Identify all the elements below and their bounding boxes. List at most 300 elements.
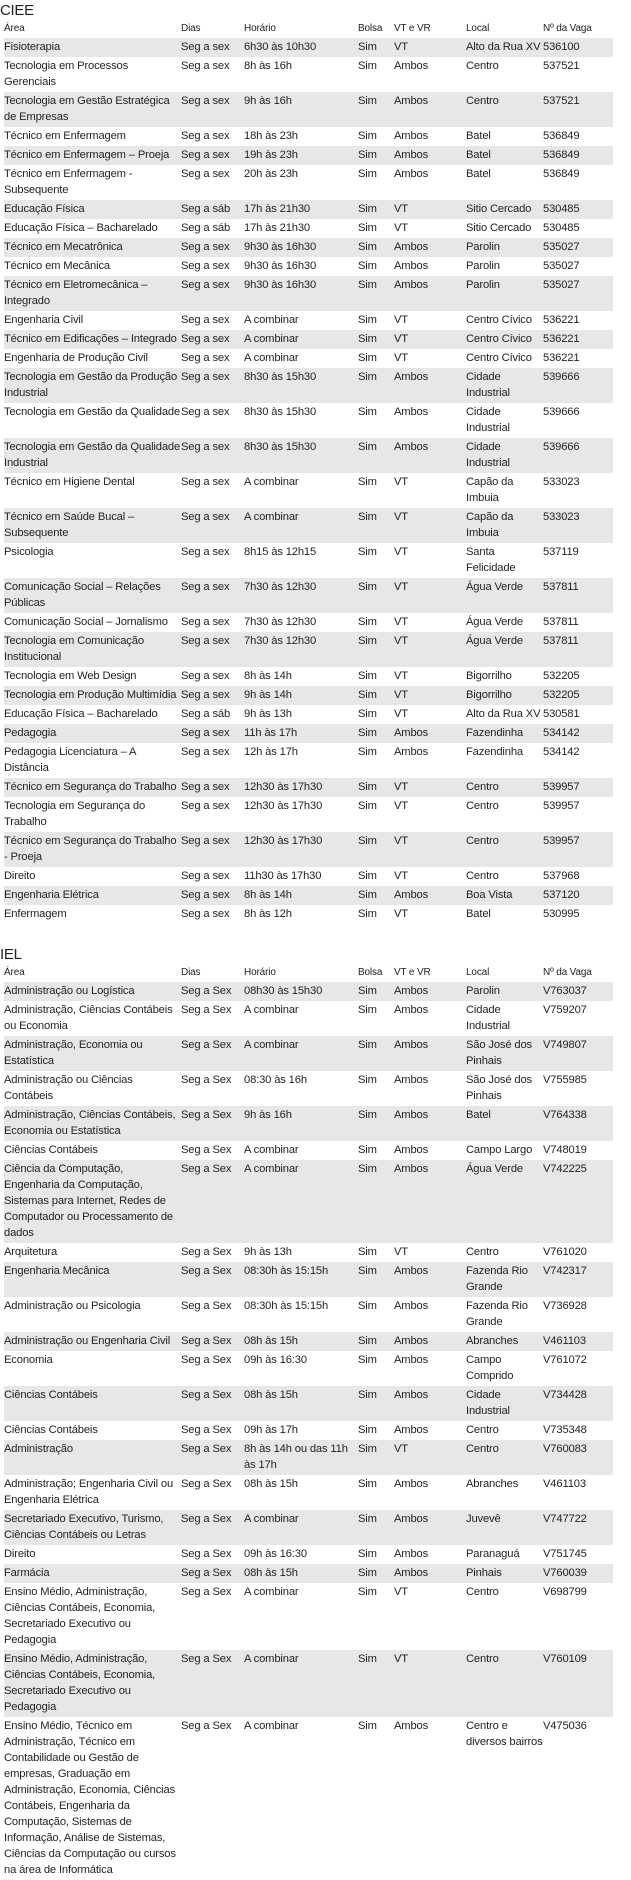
col-header-bolsa: Bolsa [358,967,383,978]
cell-dias: Seg a Sex [181,1036,244,1071]
cell-bolsa: Sim [358,438,394,473]
cell-vt: Ambos [394,1564,466,1583]
cell-bolsa: Sim [358,867,394,886]
table-row [4,57,613,92]
cell-horario: A combinar [244,1036,358,1071]
cell-vaga: 539666 [543,438,613,473]
col-header-area: Área [4,23,25,34]
cell-bolsa: Sim [358,276,394,311]
cell-vt: Ambos [394,1332,466,1351]
cell-dias: Seg a Sex [181,1421,244,1440]
table-row [4,219,613,238]
cell-area: Fisioterapia [4,38,181,57]
cell-local: Campo Largo [466,1141,543,1160]
cell-dias: Seg a sex [181,886,244,905]
cell-horario: A combinar [244,1141,358,1160]
col-header-dias: Dias [181,23,201,34]
cell-horario: 08:30h às 15:15h [244,1297,358,1332]
cell-bolsa: Sim [358,219,394,238]
table-row [4,867,613,886]
cell-vaga: 537811 [543,613,613,632]
cell-area: Direito [4,1545,181,1564]
cell-local: Juvevê [466,1510,543,1545]
table-row [4,886,613,905]
cell-vaga: 533023 [543,473,613,508]
cell-area: Técnico em Segurança do Trabalho - Proeja [4,832,181,867]
cell-vaga: V761020 [543,1243,613,1262]
table-row [4,146,613,165]
cell-horario: A combinar [244,1160,358,1243]
cell-vaga: 539666 [543,368,613,403]
cell-area: Administração ou Logística [4,982,181,1001]
cell-area: Técnico em Enfermagem – Proeja [4,146,181,165]
cell-local: Capão da Imbuia [466,473,543,508]
cell-area: Administração ou Engenharia Civil [4,1332,181,1351]
cell-bolsa: Sim [358,368,394,403]
cell-area: Tecnologia em Web Design [4,667,181,686]
cell-dias: Seg a Sex [181,1160,244,1243]
cell-area: Secretariado Executivo, Turismo, Ciências Contábeis ou Letras [4,1510,181,1545]
cell-dias: Seg a sex [181,508,244,543]
cell-dias: Seg a Sex [181,1717,244,1880]
cell-area: Administração [4,1440,181,1475]
cell-vt: VT [394,200,466,219]
cell-dias: Seg a sex [181,403,244,438]
table-row [4,276,613,311]
cell-vaga: V747722 [543,1510,613,1545]
table-row [4,1421,613,1440]
cell-horario: 20h às 23h [244,165,358,200]
table-row [4,238,613,257]
cell-area: Psicologia [4,543,181,578]
cell-vaga: V742225 [543,1160,613,1243]
cell-horario: 8h às 14h [244,667,358,686]
cell-horario: A combinar [244,473,358,508]
cell-area: Tecnologia em Gestão da Produção Industrial [4,368,181,403]
cell-vt: VT [394,330,466,349]
cell-horario: 8h às 14h [244,886,358,905]
cell-local: Fazenda Rio Grande [466,1297,543,1332]
cell-bolsa: Sim [358,578,394,613]
cell-vt: VT [394,578,466,613]
cell-vaga: 537119 [543,543,613,578]
cell-area: Técnico em Higiene Dental [4,473,181,508]
cell-local: Parolin [466,276,543,311]
cell-horario: 8h às 14h ou das 11h às 17h [244,1440,358,1475]
cell-horario: 09h às 16:30 [244,1545,358,1564]
cell-horario: 19h às 23h [244,146,358,165]
cell-area: Técnico em Mecatrônica [4,238,181,257]
cell-vaga: V760039 [543,1564,613,1583]
cell-area: Tecnologia em Comunicação Institucional [4,632,181,667]
cell-dias: Seg a Sex [181,1440,244,1475]
table-row [4,1243,613,1262]
cell-vaga: V461103 [543,1475,613,1510]
cell-bolsa: Sim [358,1001,394,1036]
cell-vaga: 536849 [543,146,613,165]
cell-vt: Ambos [394,743,466,778]
cell-area: Educação Física – Bacharelado [4,705,181,724]
table-row [4,92,613,127]
cell-vt: Ambos [394,982,466,1001]
cell-area: Arquitetura [4,1243,181,1262]
cell-area: Técnico em Edificações – Integrado [4,330,181,349]
cell-vaga: 537811 [543,632,613,667]
cell-horario: 11h30 às 17h30 [244,867,358,886]
cell-local: Abranches [466,1332,543,1351]
cell-bolsa: Sim [358,127,394,146]
cell-vt: Ambos [394,1036,466,1071]
cell-horario: 9h às 13h [244,705,358,724]
cell-local: Água Verde [466,578,543,613]
cell-dias: Seg a sáb [181,219,244,238]
ciee-table [4,20,613,924]
table-row [4,1160,613,1243]
table-row [4,543,613,578]
table-row [4,330,613,349]
cell-vt: Ambos [394,1717,466,1880]
cell-vt: Ambos [394,368,466,403]
cell-local: Centro e diversos bairros [466,1717,543,1880]
cell-vaga: 537811 [543,578,613,613]
cell-area: Economia [4,1351,181,1386]
cell-horario: A combinar [244,1510,358,1545]
cell-local: Centro [466,832,543,867]
cell-dias: Seg a sex [181,438,244,473]
cell-bolsa: Sim [358,1650,394,1717]
cell-vt: Ambos [394,886,466,905]
cell-bolsa: Sim [358,92,394,127]
cell-horario: 9h30 às 16h30 [244,276,358,311]
table-row [4,578,613,613]
cell-local: Centro Cívico [466,311,543,330]
cell-horario: 9h às 16h [244,1106,358,1141]
cell-dias: Seg a sex [181,57,244,92]
cell-bolsa: Sim [358,238,394,257]
cell-area: Administração, Economia ou Estatística [4,1036,181,1071]
cell-vaga: V735348 [543,1421,613,1440]
cell-local: Campo Comprido [466,1351,543,1386]
cell-horario: 17h às 21h30 [244,200,358,219]
cell-vaga: 539666 [543,403,613,438]
cell-vt: Ambos [394,165,466,200]
cell-local: Cidade Industrial [466,368,543,403]
cell-horario: 08h às 15h [244,1386,358,1421]
cell-dias: Seg a sex [181,797,244,832]
cell-area: Ciência da Computação, Engenharia da Computação, Sistemas para Internet, Redes de Computador ou Processamento de dados [4,1160,181,1243]
table-row [4,1650,613,1717]
table-row [4,686,613,705]
cell-area: Engenharia Elétrica [4,886,181,905]
table-row [4,38,613,57]
cell-area: Administração; Engenharia Civil ou Engenharia Elétrica [4,1475,181,1510]
cell-vt: Ambos [394,276,466,311]
table-row [4,1297,613,1332]
cell-horario: 8h30 às 15h30 [244,438,358,473]
cell-dias: Seg a Sex [181,1510,244,1545]
table-row [4,257,613,276]
cell-vt: VT [394,219,466,238]
cell-vt: VT [394,349,466,368]
cell-horario: 7h30 às 12h30 [244,632,358,667]
table-row [4,1351,613,1386]
cell-vt: Ambos [394,1351,466,1386]
cell-local: Alto da Rua XV [466,705,543,724]
table-row [4,1440,613,1475]
cell-dias: Seg a sex [181,686,244,705]
table-row [4,349,613,368]
cell-vaga: 535027 [543,276,613,311]
cell-vt: Ambos [394,92,466,127]
cell-horario: 9h às 14h [244,686,358,705]
cell-vt: VT [394,1243,466,1262]
cell-local: Centro [466,1650,543,1717]
cell-vaga: 532205 [543,667,613,686]
cell-vaga: V760109 [543,1650,613,1717]
table-row [4,1564,613,1583]
cell-dias: Seg a Sex [181,1650,244,1717]
cell-vt: Ambos [394,1262,466,1297]
table-row [4,1510,613,1545]
table-row [4,403,613,438]
cell-area: Ensino Médio, Administração, Ciências Contábeis, Economia, Secretariado Executivo ou Pedagogia [4,1583,181,1650]
cell-horario: 18h às 23h [244,127,358,146]
cell-vaga: V461103 [543,1332,613,1351]
cell-vt: Ambos [394,1386,466,1421]
cell-vt: Ambos [394,1475,466,1510]
cell-dias: Seg a sex [181,38,244,57]
cell-horario: 12h30 às 17h30 [244,778,358,797]
cell-local: Centro Cívico [466,349,543,368]
cell-vt: Ambos [394,1141,466,1160]
cell-vt: VT [394,311,466,330]
cell-vt: VT [394,613,466,632]
cell-area: Técnico em Segurança do Trabalho [4,778,181,797]
cell-bolsa: Sim [358,1717,394,1880]
cell-bolsa: Sim [358,1297,394,1332]
cell-vt: VT [394,38,466,57]
table-row [4,1071,613,1106]
table-row [4,797,613,832]
cell-vt: Ambos [394,146,466,165]
cell-dias: Seg a Sex [181,1071,244,1106]
cell-local: Fazendinha [466,743,543,778]
cell-dias: Seg a Sex [181,1564,244,1583]
cell-horario: 7h30 às 12h30 [244,578,358,613]
cell-area: Administração ou Psicologia [4,1297,181,1332]
cell-local: Centro [466,57,543,92]
cell-dias: Seg a sáb [181,200,244,219]
cell-vt: VT [394,1440,466,1475]
table-row [4,473,613,508]
cell-dias: Seg a Sex [181,1583,244,1650]
cell-dias: Seg a sex [181,905,244,924]
col-header-vt: VT e VR [394,967,431,978]
cell-local: Centro [466,1421,543,1440]
cell-local: Bigorrilho [466,686,543,705]
cell-bolsa: Sim [358,1510,394,1545]
cell-dias: Seg a sex [181,632,244,667]
table-row [4,613,613,632]
cell-dias: Seg a sex [181,578,244,613]
cell-area: Técnico em Mecânica [4,257,181,276]
table-row [4,311,613,330]
cell-area: Técnico em Eletromecânica – Integrado [4,276,181,311]
cell-dias: Seg a Sex [181,1262,244,1297]
cell-local: Cidade Industrial [466,1001,543,1036]
table-row [4,1262,613,1297]
ciee-title: CIEE [0,2,34,19]
cell-dias: Seg a sex [181,276,244,311]
cell-vt: VT [394,632,466,667]
table-row [4,368,613,403]
cell-bolsa: Sim [358,982,394,1001]
cell-dias: Seg a sex [181,349,244,368]
table-row [4,508,613,543]
cell-horario: A combinar [244,311,358,330]
cell-dias: Seg a Sex [181,1243,244,1262]
cell-bolsa: Sim [358,1036,394,1071]
cell-vaga: V751745 [543,1545,613,1564]
cell-vt: VT [394,473,466,508]
cell-dias: Seg a Sex [181,1297,244,1332]
table-row [4,632,613,667]
cell-bolsa: Sim [358,1386,394,1421]
cell-vt: VT [394,797,466,832]
cell-vt: Ambos [394,1106,466,1141]
cell-vt: VT [394,1650,466,1717]
cell-vaga: 537521 [543,92,613,127]
col-header-local: Local [466,967,490,978]
col-header-horario: Horário [244,23,276,34]
cell-vaga: 533023 [543,508,613,543]
cell-bolsa: Sim [358,1332,394,1351]
table-row [4,1141,613,1160]
cell-dias: Seg a Sex [181,1351,244,1386]
cell-vaga: 536849 [543,127,613,146]
cell-bolsa: Sim [358,311,394,330]
table-row [4,127,613,146]
cell-vt: Ambos [394,1510,466,1545]
cell-horario: 12h30 às 17h30 [244,797,358,832]
cell-bolsa: Sim [358,330,394,349]
cell-bolsa: Sim [358,613,394,632]
table-row [4,1717,613,1880]
cell-horario: 09h às 16:30 [244,1351,358,1386]
iel-rows [4,982,613,1880]
cell-horario: 8h às 16h [244,57,358,92]
col-header-dias: Dias [181,967,201,978]
table-row [4,705,613,724]
cell-horario: A combinar [244,1001,358,1036]
cell-dias: Seg a sex [181,146,244,165]
cell-horario: 08h às 15h [244,1564,358,1583]
cell-vt: Ambos [394,1545,466,1564]
iel-title: IEL [0,946,22,963]
cell-bolsa: Sim [358,832,394,867]
cell-area: Engenharia Mecânica [4,1262,181,1297]
cell-dias: Seg a sex [181,543,244,578]
cell-vaga: V763037 [543,982,613,1001]
cell-bolsa: Sim [358,1160,394,1243]
cell-local: São José dos Pinhais [466,1071,543,1106]
cell-area: Educação Física [4,200,181,219]
cell-local: Água Verde [466,613,543,632]
cell-vaga: 536221 [543,330,613,349]
cell-local: Centro [466,1243,543,1262]
cell-local: Batel [466,165,543,200]
cell-vaga: V764338 [543,1106,613,1141]
cell-local: Pinhais [466,1564,543,1583]
cell-bolsa: Sim [358,778,394,797]
cell-vaga: V698799 [543,1583,613,1650]
table-row [4,1475,613,1510]
cell-horario: A combinar [244,1717,358,1880]
cell-vt: VT [394,1583,466,1650]
table-row [4,165,613,200]
cell-dias: Seg a Sex [181,1141,244,1160]
cell-bolsa: Sim [358,886,394,905]
cell-area: Enfermagem [4,905,181,924]
cell-dias: Seg a Sex [181,1386,244,1421]
cell-local: Centro [466,797,543,832]
cell-bolsa: Sim [358,1583,394,1650]
cell-bolsa: Sim [358,1440,394,1475]
cell-vaga: 536849 [543,165,613,200]
cell-area: Ciências Contábeis [4,1421,181,1440]
cell-dias: Seg a Sex [181,1475,244,1510]
cell-local: Fazenda Rio Grande [466,1262,543,1297]
table-row [4,778,613,797]
cell-bolsa: Sim [358,165,394,200]
cell-local: Água Verde [466,632,543,667]
cell-horario: 8h15 às 12h15 [244,543,358,578]
cell-vt: VT [394,667,466,686]
cell-area: Direito [4,867,181,886]
table-row [4,1001,613,1036]
table-row [4,200,613,219]
table-row [4,724,613,743]
cell-bolsa: Sim [358,1141,394,1160]
table-row [4,667,613,686]
cell-bolsa: Sim [358,724,394,743]
cell-local: Batel [466,905,543,924]
cell-vaga: V755985 [543,1071,613,1106]
cell-bolsa: Sim [358,743,394,778]
cell-vaga: 535027 [543,238,613,257]
cell-bolsa: Sim [358,1564,394,1583]
cell-bolsa: Sim [358,57,394,92]
cell-dias: Seg a Sex [181,1545,244,1564]
cell-vaga: 537968 [543,867,613,886]
cell-vaga: 535027 [543,257,613,276]
cell-vaga: 534142 [543,724,613,743]
col-header-vt: VT e VR [394,23,431,34]
cell-dias: Seg a sex [181,257,244,276]
cell-local: Batel [466,127,543,146]
cell-dias: Seg a sex [181,832,244,867]
cell-dias: Seg a Sex [181,982,244,1001]
cell-area: Ensino Médio, Administração, Ciências Contábeis, Economia, Secretariado Executivo ou Pedagogia [4,1650,181,1717]
cell-horario: 9h30 às 16h30 [244,238,358,257]
cell-horario: 12h às 17h [244,743,358,778]
cell-local: Alto da Rua XV [466,38,543,57]
table-row [4,1583,613,1650]
cell-area: Ensino Médio, Técnico em Administração, Técnico em Contabilidade ou Gestão de empresas, Graduação em Administração, Economia, Ciências Contábeis, Engenharia da Computação, Sistemas de Informação, Análise de Sistemas, Ciências da Computação ou cursos na área de Informática [4,1717,181,1880]
table-row [4,1106,613,1141]
cell-vaga: 530581 [543,705,613,724]
cell-dias: Seg a sex [181,311,244,330]
